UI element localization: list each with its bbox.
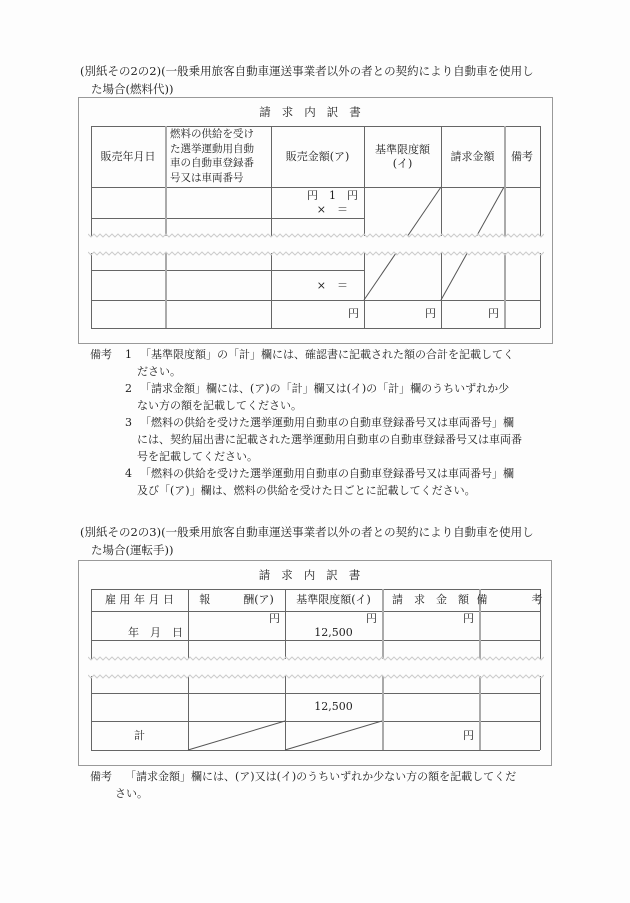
section1-title-line1: (別紙その2の2)(一般乗用旅客自動車運送事業者以外の者との契約により自動車を使用し: [80, 64, 534, 78]
wavy-break-top: [88, 233, 544, 238]
note-line2: さい。: [115, 787, 148, 800]
note2-number: 2: [125, 382, 132, 395]
section2-box-title: 請求内訳書: [258, 568, 372, 582]
limit-total-diagonal-strike: [285, 721, 382, 750]
last-row-formula: × ＝: [316, 279, 348, 292]
header-claim-amount: 請求金額: [450, 149, 495, 163]
total-amount-unit: 円: [348, 307, 359, 320]
row1-limit-unit: 円: [366, 612, 377, 625]
header-vehicle-number: [170, 127, 270, 187]
wavy-break-bottom: [88, 251, 544, 256]
note-line1: 「請求金額」欄には、(ア)又は(イ)のうちいずれか少ない方の額を記載してくだ: [125, 770, 517, 783]
section2-title-line2: た場合(運転手)): [91, 543, 174, 557]
wavy-break-top: [88, 656, 544, 661]
note3-line1: 「燃料の供給を受けた選挙運動用自動車の自動車登録番号又は車両番号」欄: [140, 416, 514, 429]
note1-line1: 「基準限度額」の「計」欄には、確認書に記載された額の合計を記載してく: [140, 348, 514, 361]
fee-total-diagonal-strike: [188, 721, 285, 750]
header-employment-date: 雇 用 年 月 日: [105, 593, 174, 606]
note2-line2: ない方の額を記載してください。: [137, 399, 302, 412]
total-claim-unit: 円: [463, 729, 474, 742]
total-limit-unit: 円: [425, 307, 436, 320]
row1-date: 年 月 日: [128, 626, 183, 639]
note3-number: 3: [125, 416, 132, 429]
wavy-break-bottom: [88, 674, 544, 679]
header-fee: 報 酬(ア): [199, 593, 274, 606]
header-vehicle-line3: 車の自動車登録番: [170, 157, 254, 169]
header-limit-line2: (イ): [392, 156, 413, 170]
note3-line2: には、契約届出書に記載された選挙運動用自動車の自動車登録番号又は車両番: [137, 433, 522, 446]
header-limit-line1: 基準限度額: [375, 142, 430, 156]
header-remarks: 備考: [511, 149, 533, 163]
header-vehicle-line4: 号又は車両番号: [170, 171, 244, 184]
note4-line2: 及び「(ア)」欄は、燃料の供給を受けた日ごとに記載してください。: [137, 484, 476, 497]
note1-line2: ださい。: [137, 365, 181, 378]
row1-limit-value: 12,500: [314, 626, 353, 639]
row1-unit-line: 円 1 円: [307, 189, 358, 202]
note2-line1: 「請求金額」欄には、(ア)の「計」欄又は(イ)の「計」欄のうちいずれか少: [140, 382, 510, 395]
last-row-limit-value: 12,500: [314, 700, 353, 713]
header-claim-amount: 請 求 金 額: [392, 593, 469, 606]
row1-fee-unit: 円: [269, 612, 280, 625]
header-limit-amount: [364, 126, 441, 187]
section2-title-line1: (別紙その2の3)(一般乗用旅客自動車運送事業者以外の者との契約により自動車を使用し: [80, 525, 534, 539]
note4-number: 4: [125, 467, 132, 480]
header-vehicle-line1: 燃料の供給を受け: [170, 128, 254, 140]
header-vehicle-line2: た選挙運動用自動: [170, 142, 254, 155]
notes-label: 備考: [90, 770, 112, 783]
note3-line3: 号を記載してください。: [137, 450, 258, 463]
header-remarks: 備 考: [476, 593, 543, 606]
note4-line1: 「燃料の供給を受けた選挙運動用自動車の自動車登録番号又は車両番号」欄: [140, 467, 514, 480]
section1-title-line2: た場合(燃料代)): [91, 82, 174, 96]
notes-label: 備考: [90, 348, 112, 361]
section1-box-title: 請求内訳書: [259, 105, 372, 119]
row1-claim-unit: 円: [463, 612, 474, 625]
header-sale-amount: 販売金額(ア): [285, 149, 350, 163]
note1-number: 1: [125, 348, 132, 361]
header-limit-amount: 基準限度額(イ): [296, 593, 371, 606]
total-label: 計: [134, 728, 145, 742]
row1-formula: × ＝: [316, 203, 348, 216]
header-sale-date: 販売年月日: [100, 149, 156, 163]
total-claim-unit: 円: [488, 307, 499, 320]
